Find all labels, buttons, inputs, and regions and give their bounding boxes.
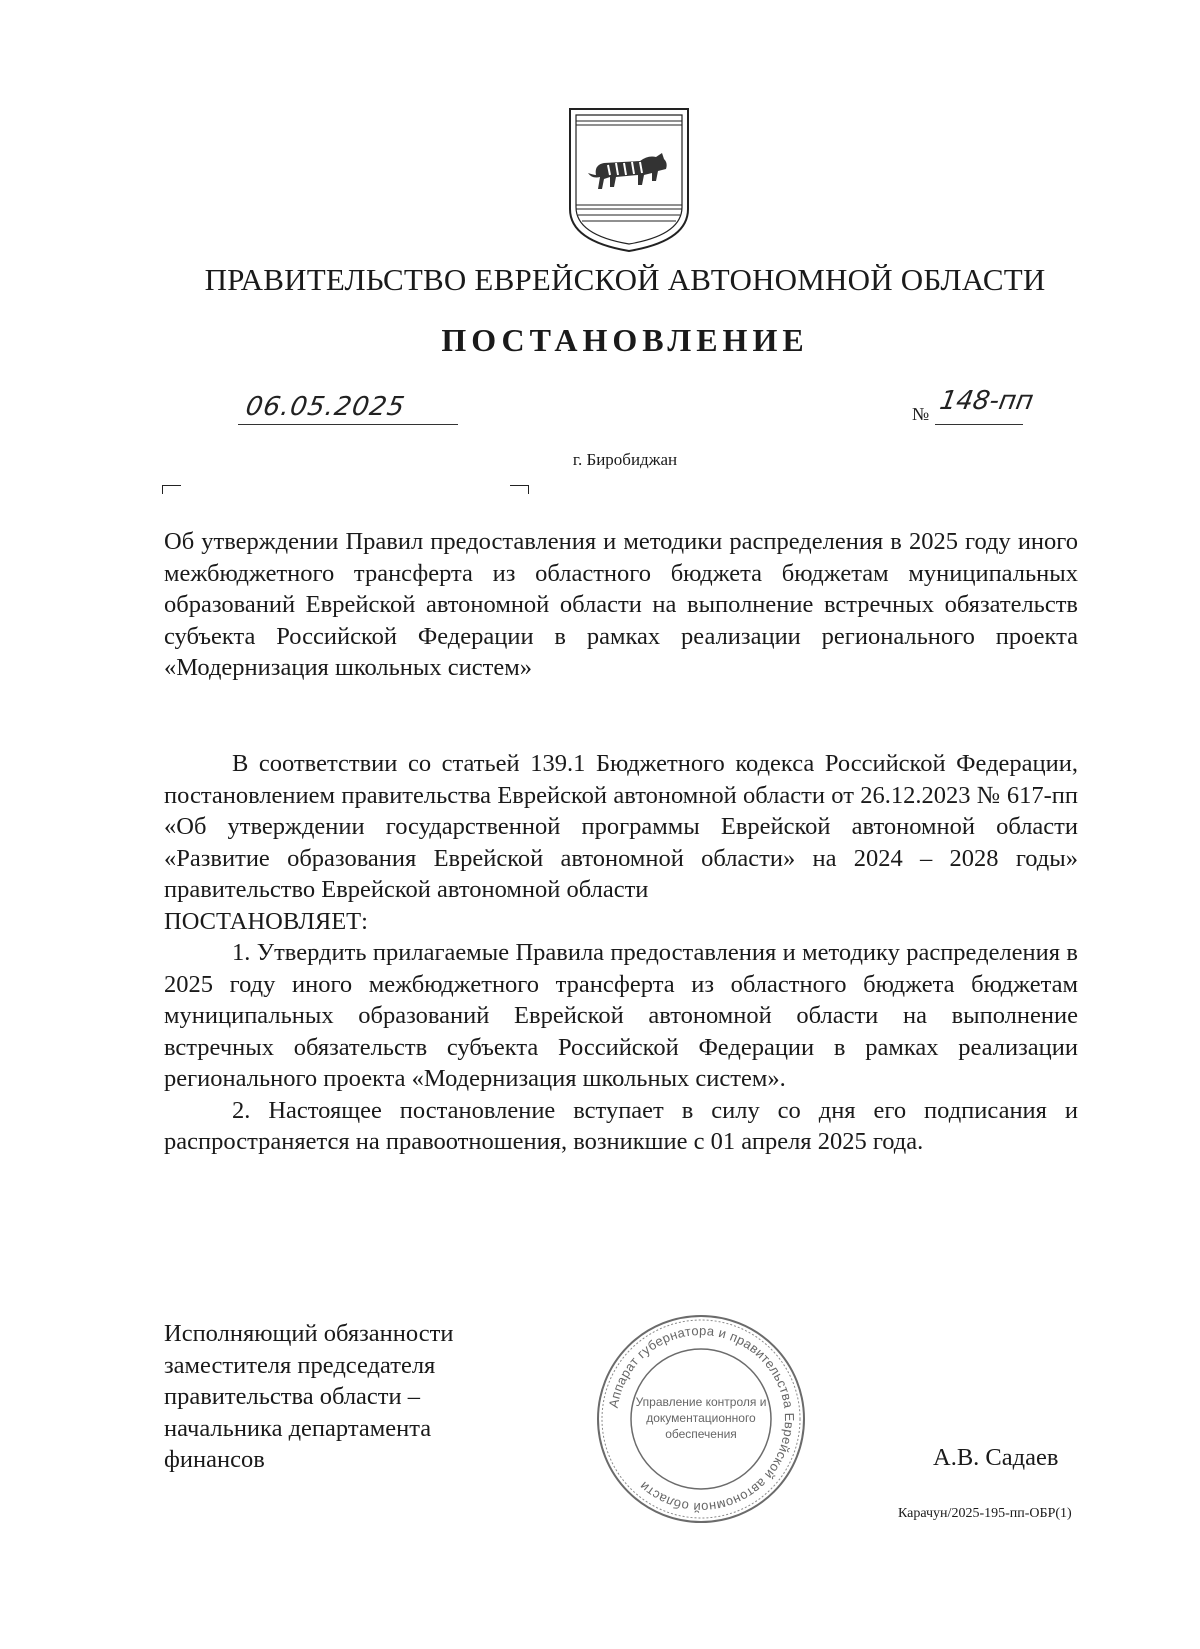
city-name: г. Биробиджан [572,450,678,469]
decree-item: 2. Настоящее постановление вступает в силу со дня его подписания и распространяется на правоотношения, возникшие с 01 апреля 2025 года. [164,1096,1078,1155]
signatory-name: А.В. Садаев [933,1444,1059,1471]
coat-of-arms [566,105,692,253]
position-line: Исполняющий обязанности [164,1320,454,1347]
subject-bracket-right [510,485,529,494]
decree-body [164,748,1078,1158]
subject-bracket-left [162,485,181,494]
preamble-paragraph: В соответствии со статьей 139.1 Бюджетного кодекса Российской Федерации, постановлением правительства Еврейской автономной области от 26.12.2023 № 617-пп «Об утверждении государственной программы Еврейской автономной области «Развитие образования Еврейской автономной области» на 2024 – 2028 годы» правительство Еврейской автономной области [164,750,1078,903]
decree-subject: Об утверждении Правил предоставления и методики распределения в 2025 году иного межбюджетного трансферта из областного бюджета бюджетам муниципальных образований Еврейской автономной области на выполнение встречных обязательств субъекта Российской Федерации в рамках реализации регионального проекта «Модернизация школьных систем» [164,528,1078,681]
stamp-inner-line: документационного [646,1411,756,1425]
document-type-title: ПОСТАНОВЛЕНИЕ [441,322,809,358]
number-underline [935,424,1023,425]
position-line: начальника департамента [164,1414,432,1442]
stamp-outer-text: Аппарат губернатора и правительства Еврейской автономной области [605,1322,798,1516]
official-stamp [594,1312,808,1526]
tiger-coat-of-arms-icon [566,105,692,253]
position-line: заместителя председателя [164,1351,436,1379]
stamp-seal-icon [594,1312,808,1526]
resolves-heading: ПОСТАНОВЛЯЕТ: [164,907,368,935]
position-line: правительства области – [164,1383,420,1410]
registration-code: Карачун/2025-195-пп-ОБР(1) [898,1506,1072,1521]
stamp-inner-line: Управление контроля и [635,1395,767,1409]
government-name: ПРАВИТЕЛЬСТВО ЕВРЕЙСКОЙ АВТОНОМНОЙ ОБЛАСТИ [204,262,1046,297]
decree-item: 1. Утвердить прилагаемые Правила предоставления и методику распределения в 2025 году иного межбюджетного трансферта из областного бюджета бюджетам муниципальных образований Еврейской автономной области на выполнение встречных обязательств субъекта Российской Федерации в рамках реализации регионального проекта «Модернизация школьных систем». [164,939,1078,1092]
number-label: № [912,404,930,424]
signatory-position [164,1318,524,1476]
decree-number: 148-пп [937,386,1036,416]
date-underline [238,424,458,425]
stamp-inner-line: обеспечения [665,1427,737,1441]
decree-date: 06.05.2025 [243,392,408,422]
position-line: финансов [164,1446,265,1473]
